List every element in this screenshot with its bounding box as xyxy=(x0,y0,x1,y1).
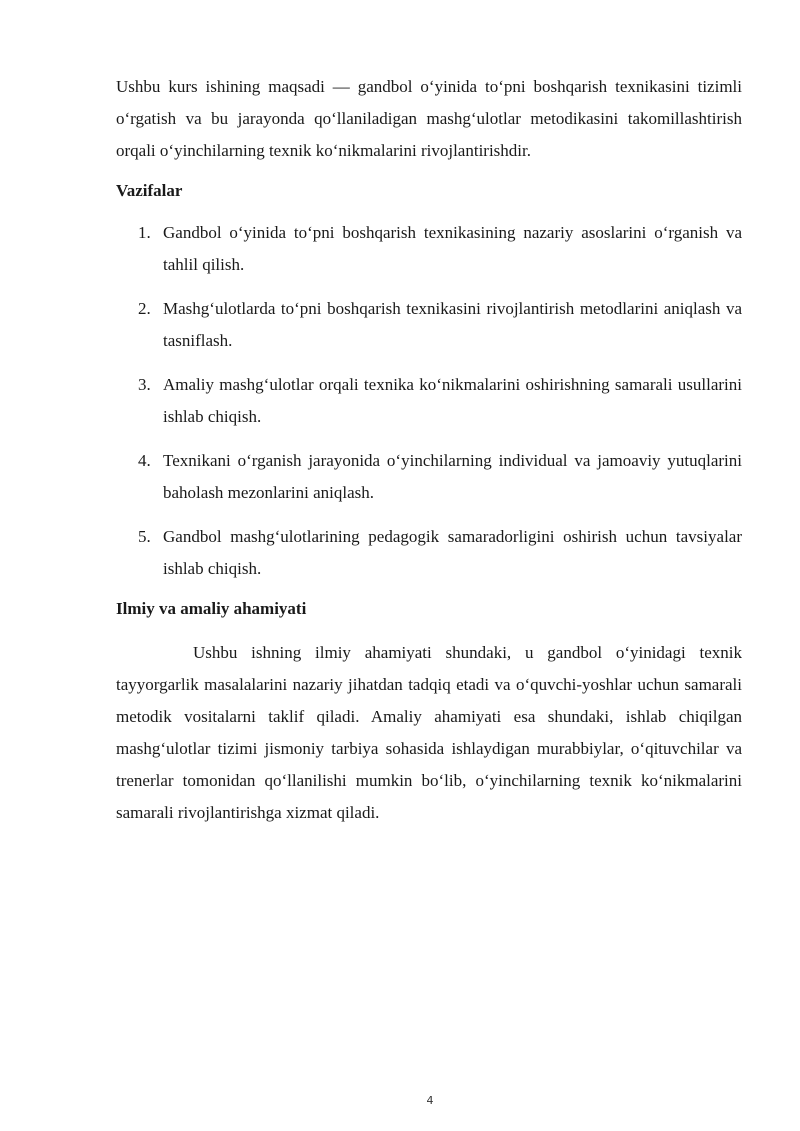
task-text: Gandbol mashg‘ulotlarining pedagogik samaradorligini oshirish uchun tavsiyalar ishlab chiqish. xyxy=(163,527,742,578)
task-item-1 xyxy=(116,217,742,281)
tasks-list xyxy=(116,217,742,585)
task-number: 1. xyxy=(138,223,151,242)
purpose-paragraph: Ushbu kurs ishining maqsadi — gandbol o‘yinida to‘pni boshqarish texnikasini tizimli o‘rgatish va bu jarayonda qo‘llaniladigan mashg‘ulotlar metodikasini takomillashtirish orqali o‘yinchilarning texnik ko‘nikmalarini rivojlantirishdir. xyxy=(116,77,742,160)
task-item-3 xyxy=(116,369,742,433)
page-number: 4 xyxy=(426,1094,434,1107)
task-text: Gandbol o‘yinida to‘pni boshqarish texnikasining nazariy asoslarini o‘rganish va tahlil qilish. xyxy=(163,223,742,274)
task-number: 5. xyxy=(138,527,151,546)
task-number: 2. xyxy=(138,299,151,318)
significance-heading: Ilmiy va amaliy ahamiyati xyxy=(116,599,307,618)
task-text: Mashg‘ulotlarda to‘pni boshqarish texnikasini rivojlantirish metodlarini aniqlash va tasniflash. xyxy=(163,299,742,350)
task-item-4 xyxy=(116,445,742,509)
task-item-5 xyxy=(116,521,742,585)
task-number: 4. xyxy=(138,451,151,470)
document-page xyxy=(116,71,742,829)
significance-paragraph: Ushbu ishning ilmiy ahamiyati shundaki, u gandbol o‘yinidagi texnik tayyorgarlik masalalarini nazariy jihatdan tadqiq etadi va o‘quvchi-yoshlar uchun samarali metodik vositalarni taklif qiladi. Amaliy ahamiyati esa shundaki, ishlab chiqilgan mashg‘ulotlar tizimi jismoniy tarbiya sohasida ishlaydigan murabbiylar, o‘qituvchilar va trenerlar tomonidan qo‘llanilishi mumkin bo‘lib, o‘yinchilarning texnik ko‘nikmalarini samarali rivojlantirishga xizmat qiladi. xyxy=(116,643,742,822)
task-number: 3. xyxy=(138,375,151,394)
task-item-2 xyxy=(116,293,742,357)
tasks-heading: Vazifalar xyxy=(116,181,183,200)
task-text: Amaliy mashg‘ulotlar orqali texnika ko‘nikmalarini oshirishning samarali usullarini ishlab chiqish. xyxy=(163,375,742,426)
task-text: Texnikani o‘rganish jarayonida o‘yinchilarning individual va jamoaviy yutuqlarini baholash mezonlarini aniqlash. xyxy=(163,451,742,502)
